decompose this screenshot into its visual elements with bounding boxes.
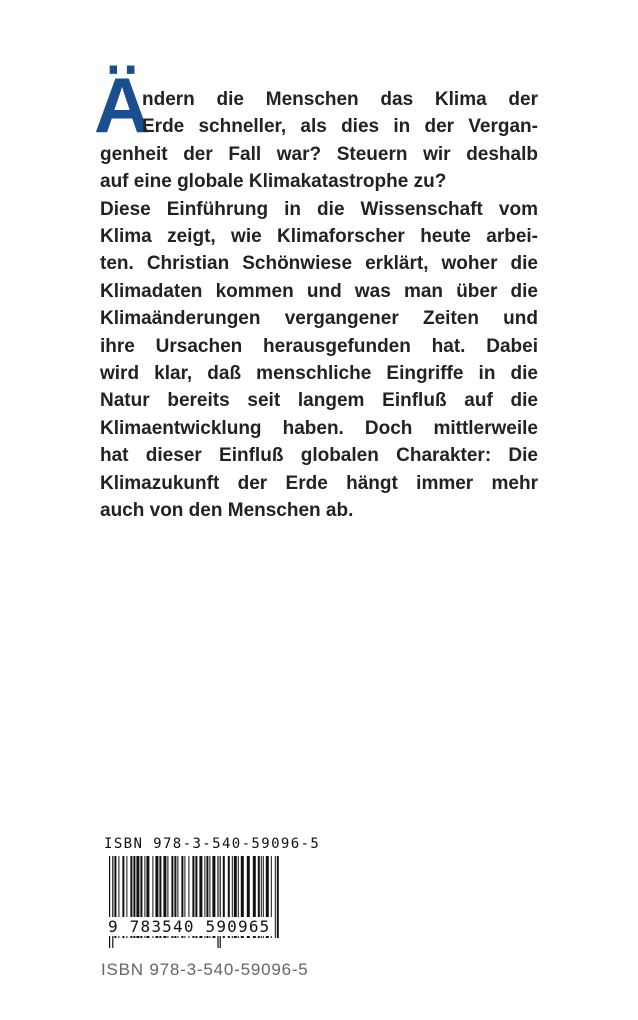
blurb-line: genheit der Fall war? Steuern wir deshalb <box>100 143 538 165</box>
blurb-line: ten. Christian Schönwiese erklärt, woher die <box>100 253 538 275</box>
dropcap-glyph: Ä <box>94 61 150 136</box>
blurb-text <box>100 86 538 525</box>
blurb-line: ihre Ursachen herausgefunden hat. Dabei <box>100 335 538 357</box>
blurb-line: auf eine globale Klimakatastrophe zu? <box>100 171 447 193</box>
isbn-footer: ISBN 978-3-540-59096-5 <box>101 960 309 979</box>
barcode-bar <box>275 856 276 938</box>
blurb-line: auch von den Menschen ab. <box>100 500 354 522</box>
blurb-line: Natur bereits seit langem Einfluß auf die <box>100 390 538 412</box>
blurb-line: Erde schneller, als dies in der Vergan- <box>142 116 538 138</box>
barcode-digits: 9 783540 590965 <box>108 917 271 936</box>
barcode-isbn-label: ISBN 978-3-540-59096-5 <box>104 836 321 852</box>
blurb-line: Klimadaten kommen und was man über die <box>100 280 538 302</box>
blurb-line: Diese Einführung in die Wissenschaft vom <box>100 198 538 220</box>
blurb-line: hat dieser Einfluß globalen Charakter: Die <box>100 445 538 467</box>
blurb-line: Klima zeigt, wie Klimaforscher heute arbei- <box>100 226 538 248</box>
blurb-line: wird klar, daß menschliche Eingriffe in die <box>100 363 538 385</box>
blurb-line: Klimazukunft der Erde hängt immer mehr <box>100 472 538 494</box>
blurb-line: ndern die Menschen das Klima der <box>142 89 538 110</box>
blurb-line: Klimaänderungen vergangener Zeiten und <box>100 308 538 330</box>
barcode-bar <box>277 856 279 938</box>
blurb-line: Klimaentwicklung haben. Doch mittlerweile <box>100 417 538 439</box>
